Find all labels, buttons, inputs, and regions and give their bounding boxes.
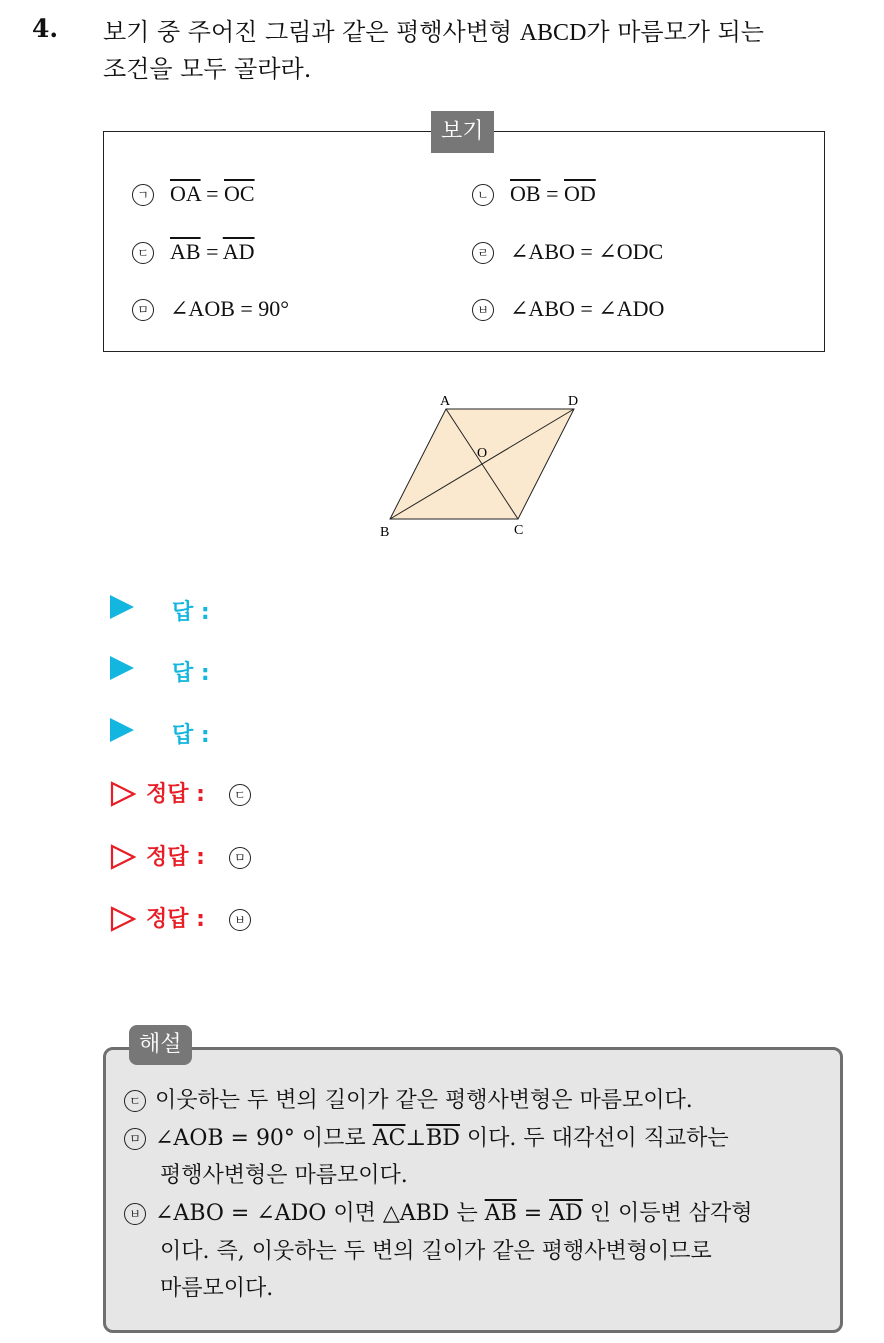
bogi-option-6 — [472, 296, 664, 322]
play-triangle-icon — [110, 595, 134, 619]
option-text: ∠ABO = ∠ODC — [510, 239, 664, 264]
solution-mark: ㅂ — [124, 1203, 146, 1225]
outline-triangle-icon — [110, 844, 136, 870]
solution-line-2 — [124, 1121, 729, 1157]
answer-label: 답 : — [172, 723, 210, 748]
answer-label: 답 : — [172, 600, 210, 625]
solution-text: ∠ABO = ∠ADO 이면 △ABD 는 — [148, 1201, 485, 1226]
equals: = — [200, 239, 223, 264]
segment-od: $\overline{OD}$ — [563, 181, 596, 206]
parallelogram-figure — [370, 388, 590, 548]
segment-ab: $\overline{AB}$ — [170, 239, 201, 264]
bogi-option-2 — [472, 181, 596, 207]
outline-triangle-icon — [110, 781, 136, 807]
option-mark: ㄷ — [132, 242, 154, 264]
solution-line-3: 평행사변형은 마름모이다. — [160, 1163, 408, 1188]
outline-triangle-icon — [110, 906, 136, 932]
correct-value — [229, 782, 251, 807]
vertex-label-a: A — [440, 394, 451, 409]
correct-label: 정답 : — [146, 907, 205, 932]
segment-ob: $\overline{OB}$ — [510, 181, 541, 206]
bogi-option-5 — [132, 296, 289, 322]
option-mark: ㄴ — [472, 184, 494, 206]
option-mark: ㄹ — [472, 242, 494, 264]
answer-row-3 — [110, 718, 210, 748]
bogi-option-4 — [472, 239, 663, 265]
option-text: ∠AOB = 90° — [170, 296, 290, 321]
option-mark: ㅁ — [132, 299, 154, 321]
question-text-part2: 가 마름모가 되는 — [586, 18, 764, 46]
correct-label: 정답 : — [146, 782, 205, 807]
equals: = — [516, 1201, 550, 1226]
question-abcd: ABCD — [519, 20, 587, 46]
correct-value — [229, 907, 251, 932]
option-mark: ㅂ — [472, 299, 494, 321]
answer-row-2 — [110, 656, 210, 686]
solution-line-5: 이다. 즉, 이웃하는 두 변의 길이가 같은 평행사변형이므로 — [160, 1239, 712, 1264]
solution-line-6: 마름모이다. — [160, 1276, 274, 1301]
solution-text: 인 이등변 삼각형 — [582, 1201, 753, 1226]
center-label-o: O — [477, 446, 488, 461]
vertex-label-b: B — [380, 525, 390, 540]
segment-ad: $\overline{AD}$ — [549, 1201, 583, 1226]
vertex-label-c: C — [514, 523, 524, 538]
perp-symbol: ⊥ — [405, 1126, 427, 1151]
option-mark: ㄱ — [132, 184, 154, 206]
answer-label: 답 : — [172, 661, 210, 686]
solution-mark: ㄷ — [124, 1090, 146, 1112]
answer-mark: ㅂ — [229, 909, 251, 931]
equals: = — [200, 181, 224, 206]
answer-row-1 — [110, 595, 210, 625]
segment-ac: $\overline{AC}$ — [372, 1126, 406, 1151]
solution-text: ∠AOB = 90° 이므로 — [148, 1126, 373, 1151]
question-text-part1: 보기 중 주어진 그림과 같은 평행사변형 — [103, 18, 520, 46]
segment-oc: $\overline{OC}$ — [223, 181, 255, 206]
segment-ab: $\overline{AB}$ — [484, 1201, 517, 1226]
correct-answer-row-3 — [110, 902, 251, 933]
vertex-label-d: D — [568, 394, 579, 409]
question-text-line2: 조건을 모두 골라라. — [103, 55, 312, 83]
segment-ad: $\overline{AD}$ — [222, 239, 255, 264]
solution-tag: 해설 — [129, 1025, 192, 1065]
correct-label: 정답 : — [146, 845, 205, 870]
answer-mark: ㅁ — [229, 847, 251, 869]
solution-line-4 — [124, 1196, 752, 1232]
play-triangle-icon — [110, 718, 134, 742]
option-text: ∠ABO = ∠ADO — [510, 296, 665, 321]
solution-text: 이웃하는 두 변의 길이가 같은 평행사변형은 마름모이다. — [148, 1088, 693, 1113]
bogi-tag: 보기 — [431, 111, 494, 153]
solution-text: 이다. 두 대각선이 직교하는 — [459, 1126, 729, 1151]
play-triangle-icon — [110, 656, 134, 680]
question-number: 4. — [32, 14, 59, 43]
answer-mark: ㄷ — [229, 784, 251, 806]
bogi-option-3 — [132, 239, 255, 265]
equals: = — [540, 181, 564, 206]
segment-oa: $\overline{OA}$ — [170, 181, 201, 206]
bogi-option-1 — [132, 181, 255, 207]
solution-line-1 — [124, 1083, 693, 1119]
solution-mark: ㅁ — [124, 1128, 146, 1150]
correct-answer-row-2 — [110, 840, 251, 871]
segment-bd: $\overline{BD}$ — [426, 1126, 460, 1151]
correct-value — [229, 845, 251, 870]
correct-answer-row-1 — [110, 777, 251, 808]
question-text — [103, 14, 863, 87]
